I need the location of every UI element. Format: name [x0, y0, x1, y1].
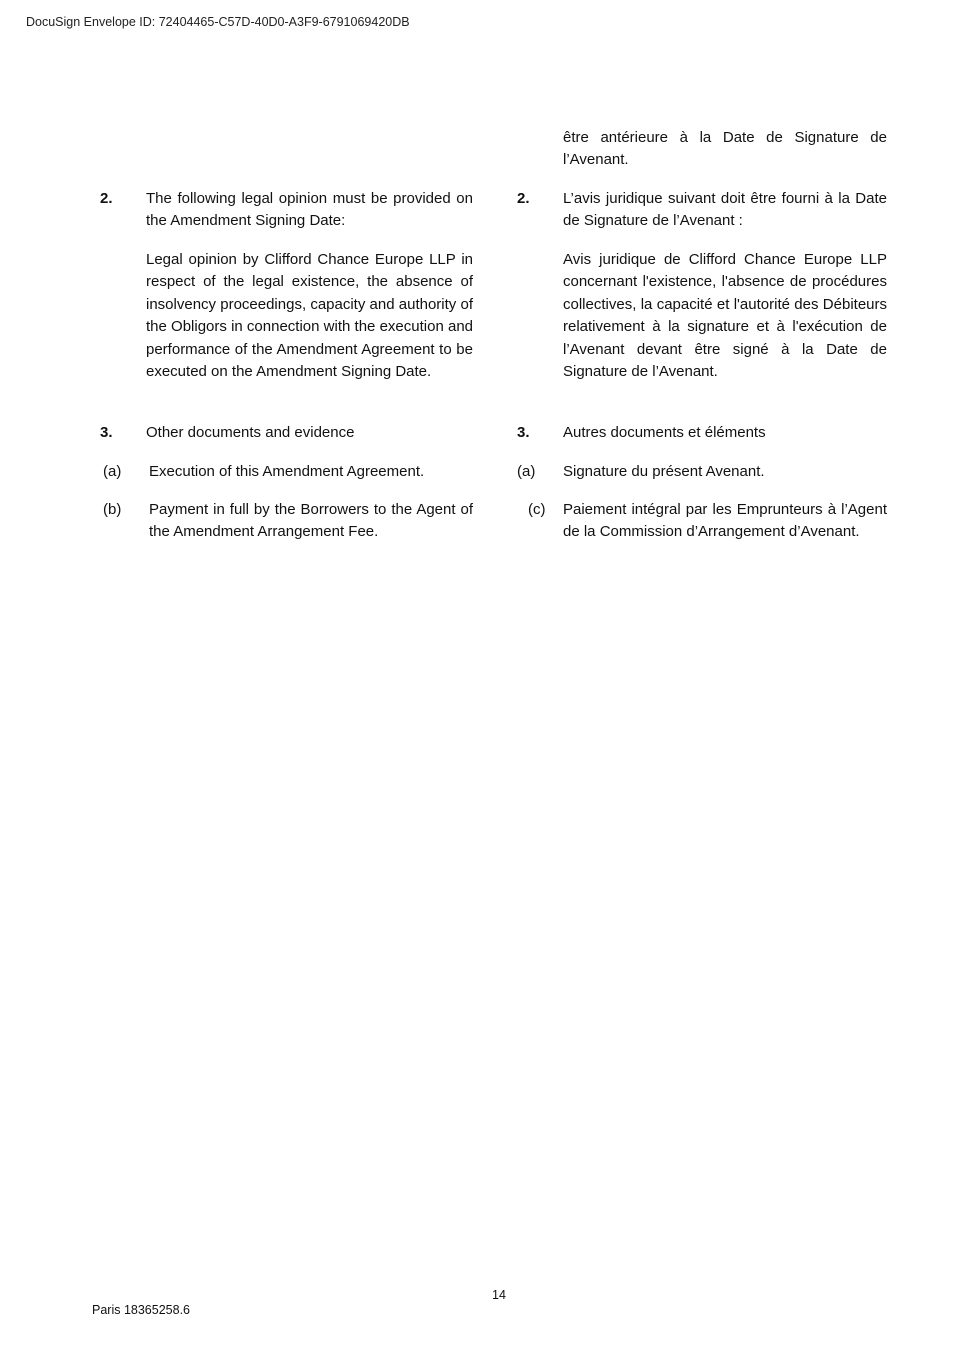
clause-2-legal-opinion-fr: Avis juridique de Clifford Chance Europe LLP concernant l'existence, l'absence de procédures collectives, la capacité et l'autorité des Débiteurs relativement à la signature et à l'exécution de l’Avenant devant être signé à la Date de Signature de l’Avenant. — [563, 251, 887, 381]
clause-3-number-fr: 3. — [517, 424, 530, 441]
continuation-text: être antérieure à la Date de Signature de l’Avenant. — [563, 129, 887, 169]
clause-2-heading-fr: L’avis juridique suivant doit être fourni à la Date de Signature de l’Avenant : — [563, 190, 887, 230]
clause-2-heading: The following legal opinion must be provided on the Amendment Signing Date: — [146, 190, 473, 230]
subclause-a-label: (a) — [103, 463, 122, 480]
page-number: 14 — [492, 1288, 506, 1302]
subclause-a-text: Execution of this Amendment Agreement. — [149, 463, 425, 480]
clause-3-heading-fr: Autres documents et éléments — [563, 424, 766, 441]
subclause-c-label-fr: (c) — [528, 501, 546, 518]
clause-2-number: 2. — [100, 190, 113, 207]
clause-3-number: 3. — [100, 424, 113, 441]
subclause-a-label-fr: (a) — [517, 463, 536, 480]
clause-3-heading: Other documents and evidence — [146, 424, 355, 441]
docusign-envelope-id: DocuSign Envelope ID: 72404465-C57D-40D0-A3F9-6791069420DB — [26, 15, 410, 29]
subclause-b-text: Payment in full by the Borrowers to the Agent of the Amendment Arrangement Fee. — [149, 501, 473, 541]
subclause-b-label: (b) — [103, 501, 122, 518]
subclause-a-text-fr: Signature du présent Avenant. — [563, 463, 765, 480]
clause-2-number-fr: 2. — [517, 190, 530, 207]
clause-2-legal-opinion: Legal opinion by Clifford Chance Europe LLP in respect of the legal existence, the absence of insolvency proceedings, capacity and authority of the Obligors in connection with the execution and performance of the Amendment Agreement to be executed on the Amendment Signing Date. — [146, 251, 473, 381]
subclause-c-text-fr: Paiement intégral par les Emprunteurs à l’Agent de la Commission d’Arrangement d’Avenant. — [563, 501, 887, 541]
document-reference: Paris 18365258.6 — [92, 1303, 190, 1317]
